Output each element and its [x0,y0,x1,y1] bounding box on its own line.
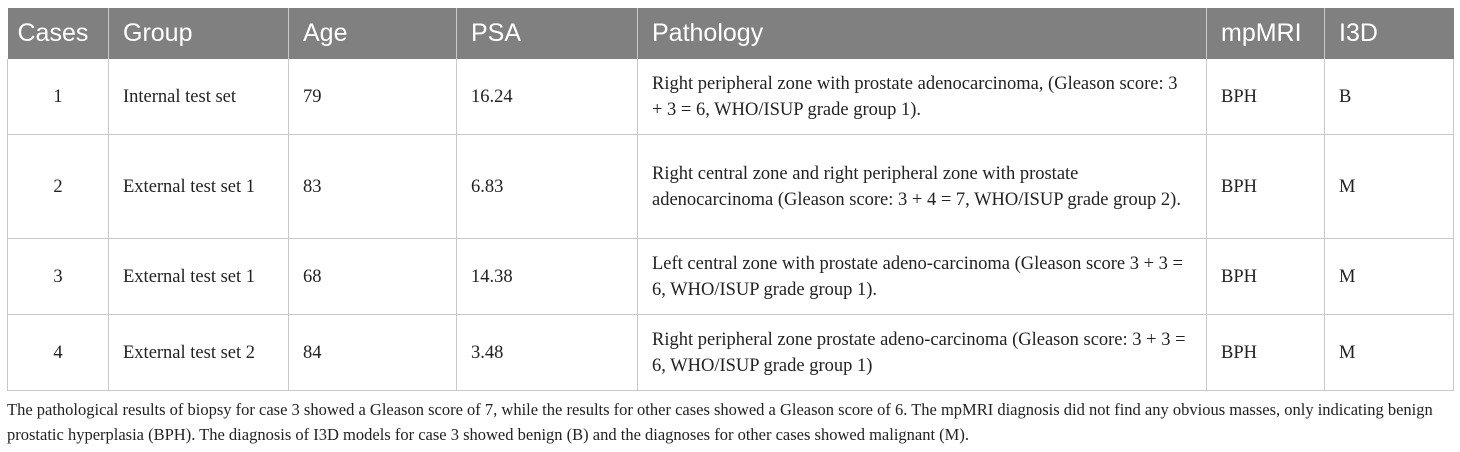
header-i3d: I3D [1325,8,1454,59]
cell-case: 4 [8,315,109,391]
cell-case: 1 [8,59,109,135]
cell-pathology: Right peripheral zone prostate adeno-carcinoma (Gleason score: 3 + 3 = 6, WHO/ISUP grade group 1) [638,315,1207,391]
table-row [8,135,1454,239]
cell-mpmri: BPH [1207,239,1325,315]
cell-group: External test set 2 [109,315,289,391]
cell-psa: 3.48 [457,315,638,391]
cell-psa: 16.24 [457,59,638,135]
table-footnote: The pathological results of biopsy for case 3 showed a Gleason score of 7, while the results for other cases showed a Gleason score of 6. The mpMRI diagnosis did not find any obvious masses, only indicating benign prostatic hyperplasia (BPH). The diagnosis of I3D models for case 3 showed benign (B) and the diagnoses for other cases showed malignant (M). [7,400,1433,444]
cell-i3d: M [1325,239,1454,315]
cases-table [7,8,1454,391]
header-group: Group [109,8,289,59]
cell-pathology: Left central zone with prostate adeno-carcinoma (Gleason score 3 + 3 = 6, WHO/ISUP grade group 1). [638,239,1207,315]
cell-age: 84 [289,315,457,391]
table-row [8,239,1454,315]
cell-group: External test set 1 [109,135,289,239]
cell-i3d: M [1325,135,1454,239]
header-psa: PSA [457,8,638,59]
header-mpmri: mpMRI [1207,8,1325,59]
header-pathology: Pathology [638,8,1207,59]
cell-group: Internal test set [109,59,289,135]
cell-i3d: B [1325,59,1454,135]
header-age: Age [289,8,457,59]
cell-mpmri: BPH [1207,59,1325,135]
cell-mpmri: BPH [1207,135,1325,239]
cell-age: 83 [289,135,457,239]
cell-case: 2 [8,135,109,239]
table-row [8,59,1454,135]
table-header-row [8,8,1454,59]
cell-age: 68 [289,239,457,315]
cell-pathology: Right peripheral zone with prostate adenocarcinoma, (Gleason score: 3 + 3 = 6, WHO/ISUP grade group 1). [638,59,1207,135]
cell-mpmri: BPH [1207,315,1325,391]
cell-age: 79 [289,59,457,135]
cases-table-container [7,8,1453,391]
cell-psa: 6.83 [457,135,638,239]
header-cases: Cases [8,8,109,59]
cell-case: 3 [8,239,109,315]
cell-psa: 14.38 [457,239,638,315]
cell-i3d: M [1325,315,1454,391]
cell-group: External test set 1 [109,239,289,315]
cell-pathology: Right central zone and right peripheral zone with prostate adenocarcinoma (Gleason score: 3 + 4 = 7, WHO/ISUP grade group 2). [638,135,1207,239]
table-row [8,315,1454,391]
